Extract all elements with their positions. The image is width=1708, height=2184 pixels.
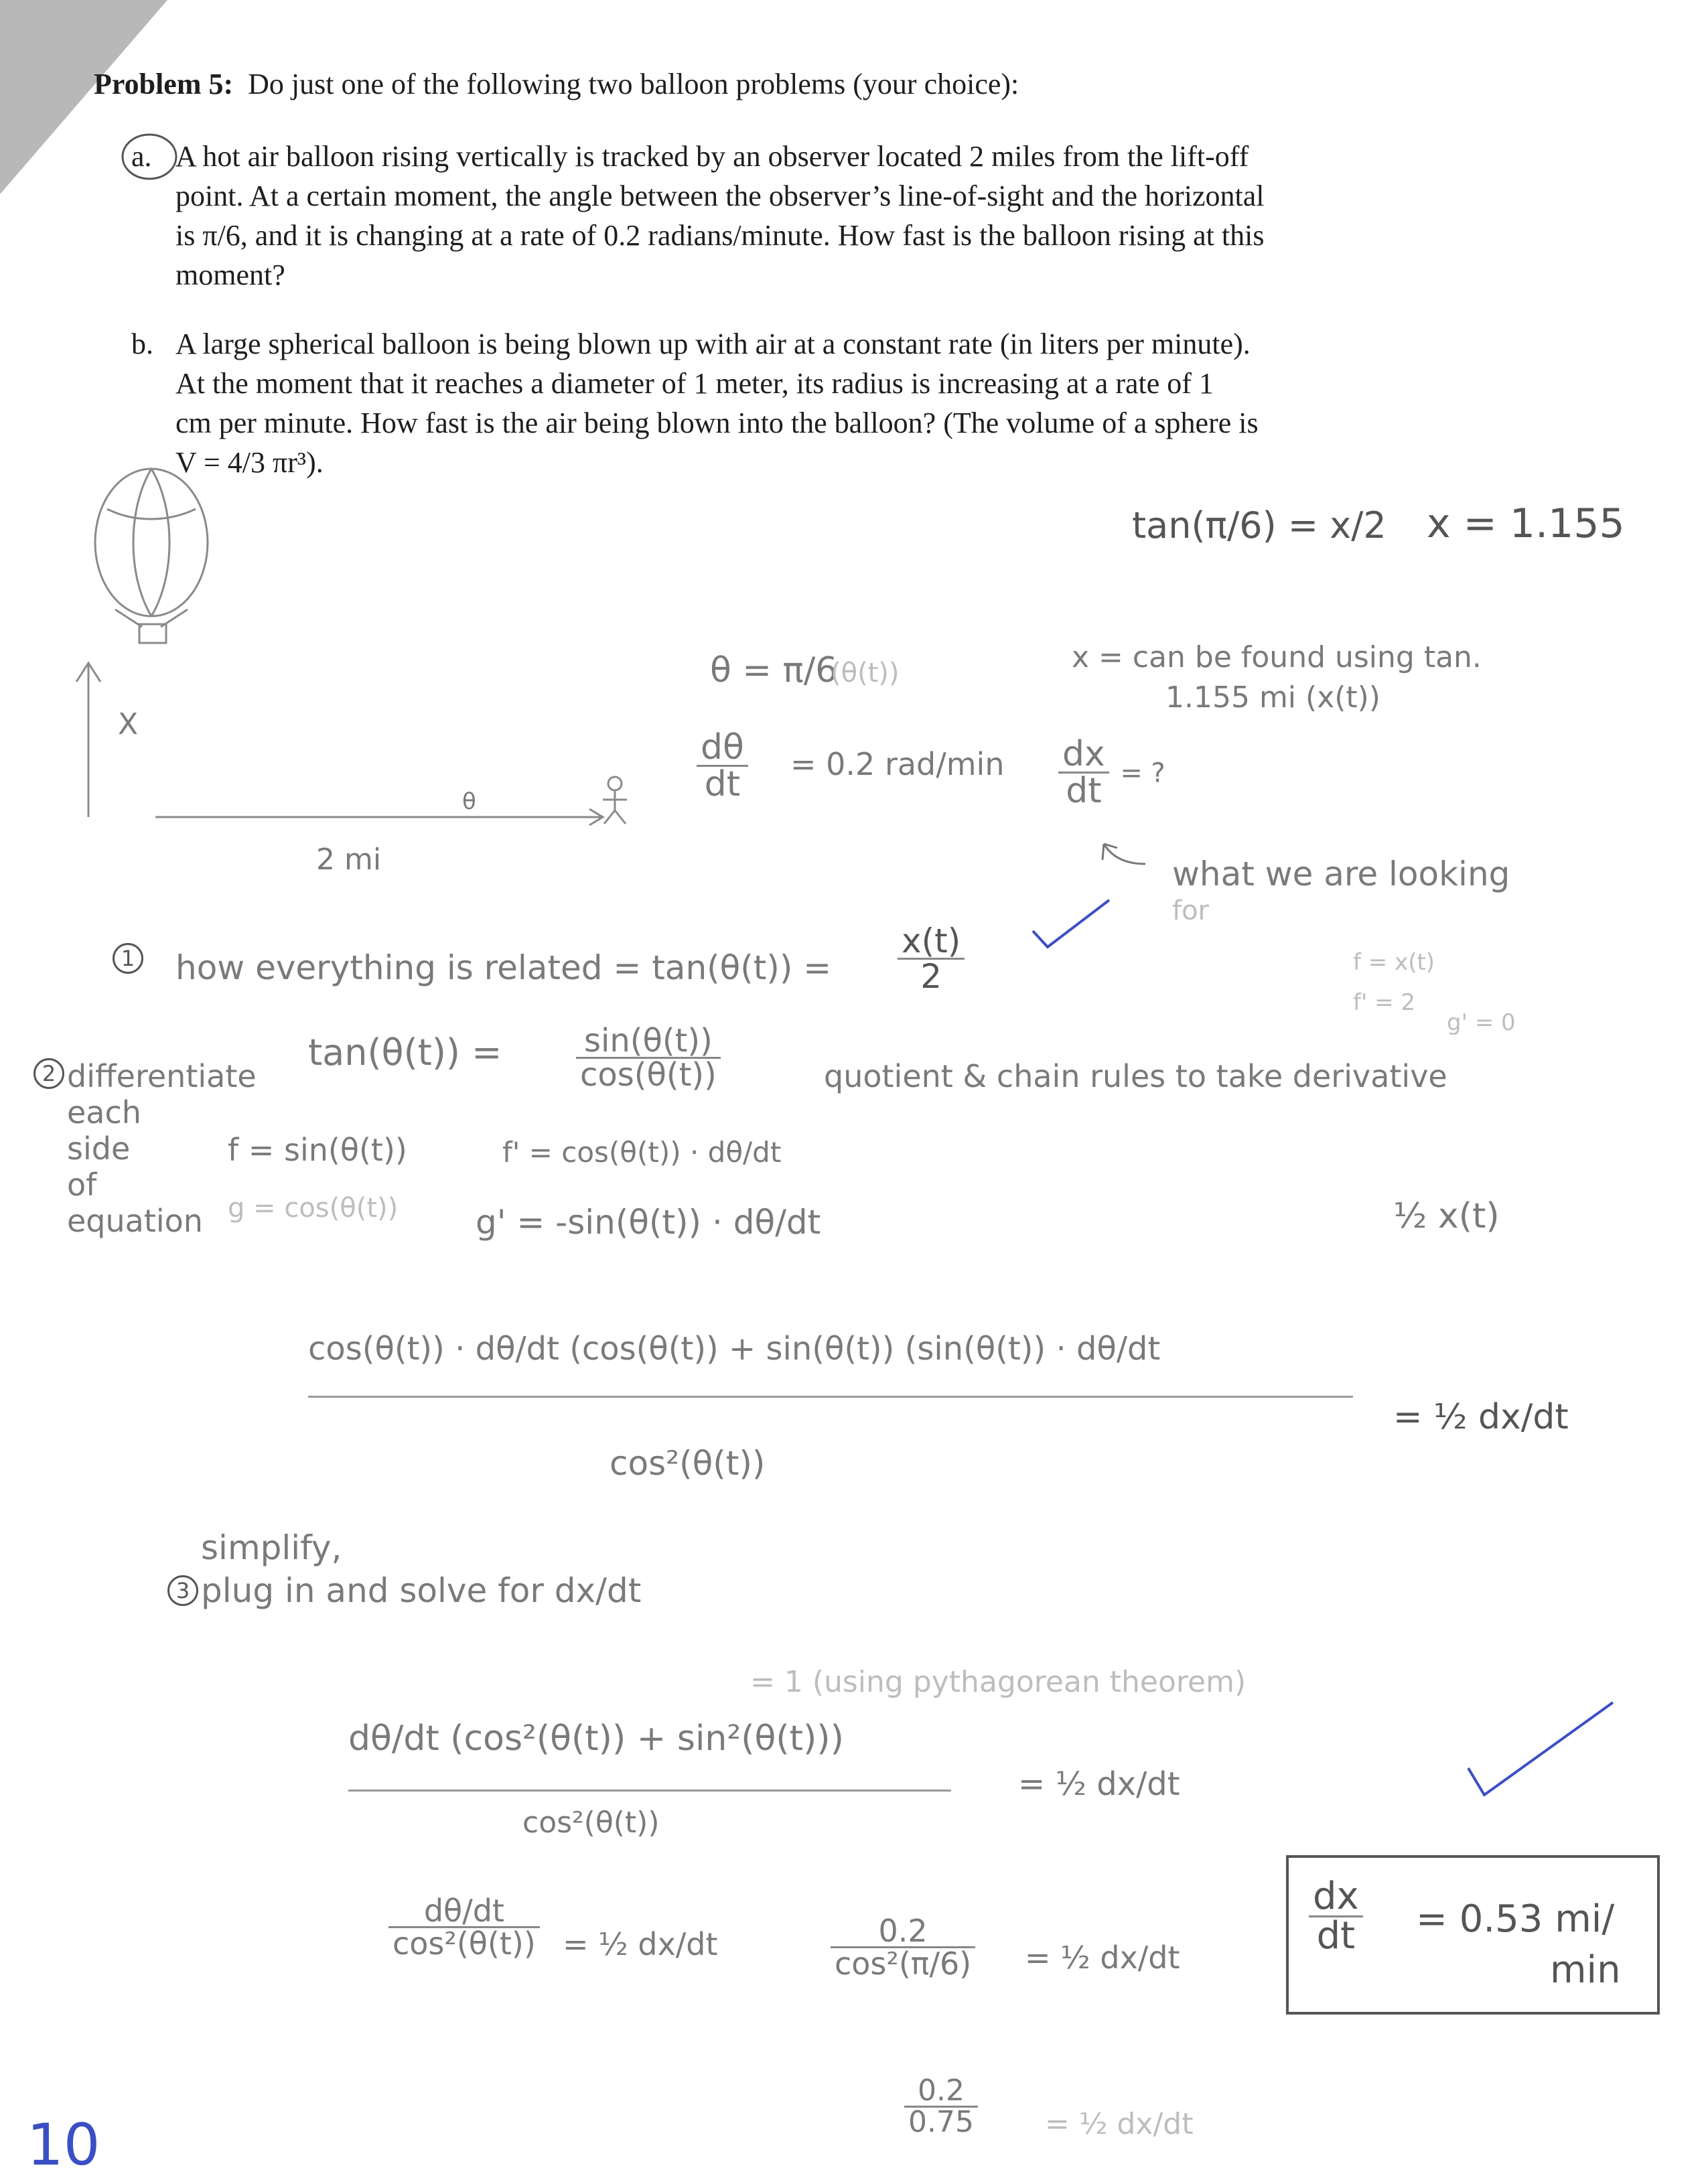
part-b-line-1: A large spherical balloon is being blown up with air at a constant rate (in liters per minute).: [175, 327, 1251, 360]
part-b-line-4: V = 4/3 πr³).: [175, 446, 324, 479]
pythagorean-note: = 1 (using pythagorean theorem): [750, 1665, 1247, 1699]
sin-num: sin(θ(t)): [576, 1025, 721, 1059]
problem-heading: Problem 5:: [94, 68, 234, 100]
final-3: [904, 2073, 978, 2139]
step2-label-b: each: [67, 1094, 141, 1131]
dx-den: dt: [1066, 771, 1102, 811]
balloon-sketch: [67, 469, 670, 844]
step2-label-d: of: [67, 1167, 97, 1203]
answer-box: [1286, 1855, 1660, 2015]
score: 10: [27, 2112, 100, 2179]
dx-dt-unknown: [1058, 734, 1165, 811]
problem-statement: [94, 64, 1534, 104]
side-note-1: f = x(t): [1353, 949, 1435, 976]
part-b-label: b.: [131, 327, 153, 360]
quotient-numerator: cos(θ(t)) · dθ/dt (cos(θ(t)) + sin(θ(t)) (sin(θ(t)) · dθ/dt: [308, 1330, 1161, 1368]
part-b-line-2: At the moment that it reaches a diameter of 1 meter, its radius is increasing at a rate of 1: [175, 367, 1214, 400]
tan-equation: tan(π/6) = x/2: [1132, 504, 1386, 547]
check-mark-1: [1031, 897, 1112, 951]
theta-given: θ = π/6: [710, 650, 838, 690]
problem-intro: Do just one of the following two balloon problems (your choice):: [248, 68, 1019, 100]
final-1-num: dθ/dt: [388, 1895, 540, 1928]
part-a-circle: [119, 131, 180, 185]
simplified-rhs: = ½ dx/dt: [1018, 1765, 1180, 1803]
step1-text: how everything is related = tan(θ(t)) =: [175, 948, 832, 987]
dx-unknown: = ?: [1120, 757, 1165, 789]
dtheta-den: dt: [704, 764, 741, 804]
step2-number: 2: [33, 1058, 64, 1089]
step3-text: plug in and solve for dx/dt: [201, 1571, 642, 1610]
half-x: ½ x(t): [1393, 1196, 1500, 1236]
answer-den: dt: [1316, 1914, 1356, 1958]
part-a-label: a.: [131, 140, 152, 173]
step2-label-a: differentiate: [67, 1058, 257, 1094]
sketch-height-label: X: [118, 707, 139, 741]
f-prime: f' = cos(θ(t)) · dθ/dt: [502, 1136, 782, 1169]
dtheta-num: dθ: [697, 730, 748, 767]
curved-arrow: [1098, 837, 1152, 877]
final-3-den: 0.75: [908, 2105, 974, 2139]
final-1-den: cos²(θ(t)): [393, 1925, 536, 1962]
sin-over-cos: [576, 1022, 721, 1094]
step1-rhs: [898, 922, 965, 996]
final-1-rhs: = ½ dx/dt: [563, 1926, 718, 1962]
g-definition: g = cos(θ(t)): [228, 1193, 399, 1224]
looking-for-1: what we are looking: [1172, 855, 1510, 893]
step3-number: 3: [167, 1575, 198, 1606]
g-prime: g' = -sin(θ(t)) · dθ/dt: [476, 1203, 821, 1242]
part-a-line-2: point. At a certain moment, the angle between the observer’s line-of-sight and the horizontal: [175, 179, 1265, 212]
step2-label-e: equation: [67, 1203, 203, 1239]
part-a-line-1: A hot air balloon rising vertically is tracked by an observer located 2 miles from the lift-off: [175, 140, 1249, 173]
side-note-3: g' = 0: [1447, 1009, 1516, 1036]
simplify-note: simplify,: [201, 1528, 342, 1567]
x-note-2: 1.155 mi (x(t)): [1165, 680, 1380, 715]
step1-number: 1: [113, 943, 143, 974]
x-value: x = 1.155: [1427, 500, 1625, 547]
part-a-line-4: moment?: [175, 259, 285, 291]
f-definition: f = sin(θ(t)): [228, 1132, 407, 1168]
final-2-rhs: = ½ dx/dt: [1025, 1940, 1180, 1976]
simplified-denominator: cos²(θ(t)): [522, 1806, 660, 1840]
part-a-line-3: is π/6, and it is changing at a rate of 0.2 radians/minute. How fast is the balloon rising at this: [175, 219, 1265, 252]
final-2-den: cos²(π/6): [835, 1946, 972, 1982]
side-note-2: f' = 2: [1353, 989, 1416, 1016]
answer-unit: min: [1550, 1948, 1621, 1992]
tan-lhs: tan(θ(t)) =: [308, 1031, 502, 1074]
final-3-rhs: = ½ dx/dt: [1045, 2107, 1194, 2141]
step1-rhs-num: x(t): [898, 924, 965, 960]
answer-derivative: [1309, 1875, 1363, 1958]
quotient-denominator: cos²(θ(t)): [610, 1444, 766, 1483]
answer-value: = 0.53 mi/: [1416, 1897, 1615, 1941]
rate-given: = 0.2 rad/min: [790, 746, 1005, 782]
answer-num: dx: [1309, 1878, 1363, 1917]
final-2-num: 0.2: [831, 1915, 975, 1948]
simplified-numerator: dθ/dt (cos²(θ(t)) + sin²(θ(t))): [348, 1719, 844, 1759]
final-1: [388, 1893, 540, 1962]
dtheta-dt: [697, 727, 748, 804]
part-a-text: [175, 137, 1515, 295]
check-mark-2: [1467, 1701, 1614, 1802]
quotient-rhs: = ½ dx/dt: [1393, 1397, 1569, 1437]
part-b-line-3: cm per minute. How fast is the air being blown into the balloon? (The volume of a sphere is: [175, 407, 1259, 439]
theta-note: (θ(t)): [831, 658, 900, 688]
looking-for-2: for: [1172, 895, 1209, 926]
quotient-bar: [308, 1396, 1353, 1398]
rules-note: quotient & chain rules to take derivative: [824, 1058, 1447, 1094]
part-b-text: [175, 324, 1515, 482]
step1-rhs-den: 2: [920, 957, 942, 996]
dx-num: dx: [1058, 737, 1109, 774]
final-2: [831, 1913, 975, 1982]
sketch-distance-label: 2 mi: [316, 843, 382, 877]
final-3-num: 0.2: [904, 2076, 978, 2108]
balloon-envelope: [95, 469, 208, 616]
step2-label-c: side: [67, 1131, 131, 1167]
cos-den: cos(θ(t)): [580, 1056, 717, 1094]
simplified-bar: [348, 1790, 951, 1792]
sketch-angle-label: θ: [462, 788, 476, 815]
observer-icon: [603, 777, 627, 824]
x-note-1: x = can be found using tan.: [1072, 640, 1482, 674]
